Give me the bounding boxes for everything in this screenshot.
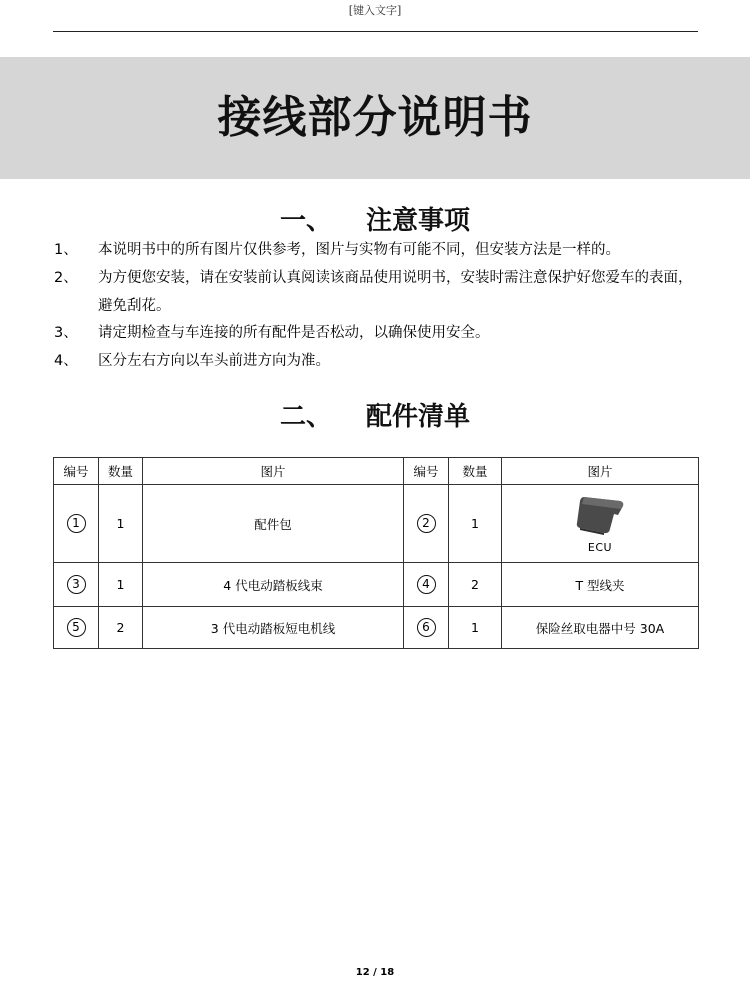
note-text: 为方便您安装，请在安装前认真阅读该商品使用说明书，安装时需注意保护好您爱车的表面， — [98, 270, 693, 286]
item-cell: T 型线夹 — [502, 563, 699, 607]
note-text: 请定期检查与车连接的所有配件是否松动，以确保使用安全。 — [98, 325, 490, 341]
item-cell: 保险丝取电器中号 30A — [502, 607, 699, 649]
circled-number: 3 — [67, 575, 86, 594]
circled-number: 2 — [417, 514, 436, 533]
column-header: 编号 — [54, 458, 99, 485]
note-index: 3、 — [54, 325, 78, 341]
item-number-cell — [404, 607, 449, 649]
ecu-label: ECU — [587, 541, 613, 554]
table-row — [54, 607, 699, 649]
item-number-cell — [54, 485, 99, 563]
column-header: 数量 — [99, 458, 143, 485]
item-number-cell — [404, 485, 449, 563]
document-title: 接线部分说明书 — [217, 92, 533, 143]
header-rule — [53, 31, 698, 32]
table-row — [54, 563, 699, 607]
note-text-continued: 避免刮花。 — [98, 298, 171, 314]
item-cell — [502, 485, 699, 563]
circled-number: 4 — [417, 575, 436, 594]
quantity-cell: 2 — [449, 563, 502, 607]
quantity-cell: 1 — [449, 485, 502, 563]
note-text: 区分左右方向以车头前进方向为准。 — [98, 353, 330, 369]
quantity-cell: 1 — [99, 485, 143, 563]
note-index: 2、 — [54, 270, 78, 286]
circled-number: 5 — [67, 618, 86, 637]
section-heading-notes — [0, 200, 750, 237]
item-number-cell — [404, 563, 449, 607]
quantity-cell: 1 — [449, 607, 502, 649]
note-text: 本说明书中的所有图片仅供参考，图片与实物有可能不同，但安装方法是一样的。 — [98, 242, 620, 258]
section-heading-parts — [0, 396, 750, 433]
column-header: 编号 — [404, 458, 449, 485]
column-header: 数量 — [449, 458, 502, 485]
column-header: 图片 — [502, 458, 699, 485]
item-cell: 配件包 — [143, 485, 404, 563]
section-title: 注意事项 — [365, 206, 470, 236]
item-cell: 3 代电动踏板短电机线 — [143, 607, 404, 649]
item-cell: 4 代电动踏板线束 — [143, 563, 404, 607]
quantity-cell: 1 — [99, 563, 143, 607]
section-title: 配件清单 — [365, 402, 470, 432]
section-number: 二、 — [279, 402, 332, 432]
column-header: 图片 — [143, 458, 404, 485]
ecu-image — [574, 493, 626, 539]
page-header-text: [键入文字] — [348, 4, 402, 17]
note-index: 4、 — [54, 353, 78, 369]
page-number: 12 / 18 — [355, 967, 395, 978]
table-row — [54, 485, 699, 563]
item-number-cell — [54, 607, 99, 649]
quantity-cell: 2 — [99, 607, 143, 649]
circled-number: 1 — [67, 514, 86, 533]
note-index: 1、 — [54, 242, 78, 258]
section-number: 一、 — [279, 206, 332, 236]
table-header-row — [54, 458, 699, 485]
circled-number: 6 — [417, 618, 436, 637]
parts-table — [53, 457, 699, 649]
item-number-cell — [54, 563, 99, 607]
